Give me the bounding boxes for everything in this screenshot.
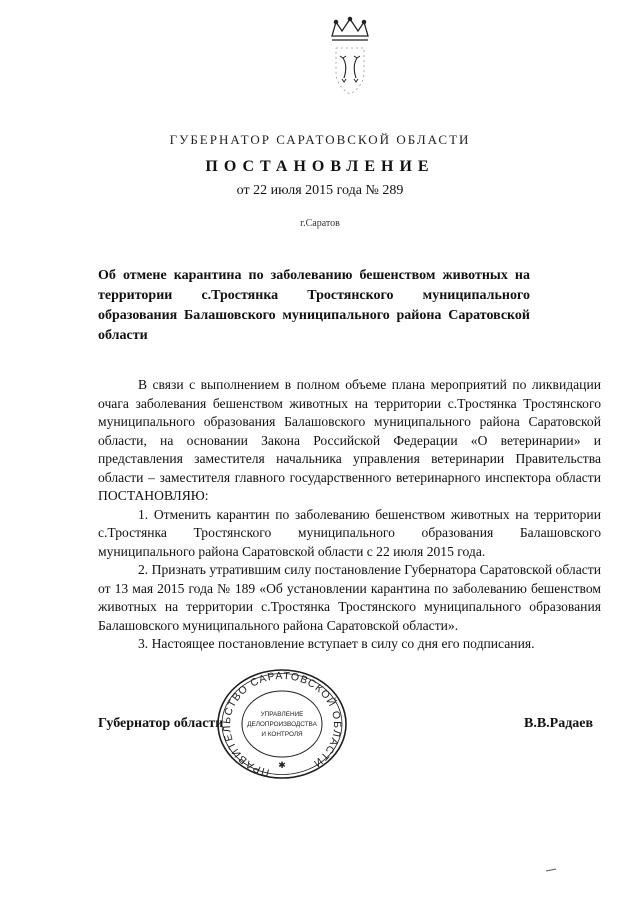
document-heading: Об отмене карантина по заболеванию бешенством животных на территории с.Тростянка Тростянского муниципального образования Балашовского муниципального района Саратовской области: [98, 268, 530, 343]
stamp-ring-text: ПРАВИТЕЛЬСТВО САРАТОВСКОЙ ОБЛАСТИ: [220, 669, 344, 779]
stamp-star-icon: ✱: [278, 760, 286, 770]
document-type: ПОСТАНОВЛЕНИЕ: [205, 158, 435, 175]
scan-mark: [546, 868, 558, 872]
stamp-center-line-3: И КОНТРОЛЯ: [261, 731, 303, 738]
governor-title: ГУБЕРНАТОР САРАТОВСКОЙ ОБЛАСТИ: [169, 132, 471, 147]
body-paragraph-item-1: 1. Отменить карантин по заболеванию бешенством животных на территории с.Тростянка Тростянского муниципального образования Балашовского муниципального района Саратовской области с 22 июля 2015 года.: [98, 506, 601, 559]
signer-title: Губернатор области: [98, 716, 224, 731]
body-paragraph-preamble: В связи с выполнением в полном объеме плана мероприятий по ликвидации очага заболевания бешенством животных на территории с.Тростянка Тростянского муниципального образования Балашовского муниципального района Саратовской области, на основании Закона Российской Федерации «О ветеринарии» и представления заместителя начальника управления ветеринарии Правительства области – заместителя главного государственного ветеринарного инспектора области ПОСТАНОВЛЯЮ:: [98, 377, 601, 503]
stamp-center-line-1: УПРАВЛЕНИЕ: [260, 711, 304, 718]
body-paragraph-item-2: 2. Признать утратившим силу постановление Губернатора Саратовской области от 13 мая 2015 года № 189 «Об установлении карантина по заболеванию бешенством животных на территории с.Тростянка Тростянского муниципального образования Балашовского муниципального района Саратовской области».: [98, 562, 601, 633]
document-body: [98, 376, 601, 654]
document-date: от 22 июля 2015 года № 289: [236, 183, 404, 198]
stamp-center-line-2: ДЕЛОПРОИЗВОДСТВА: [247, 721, 317, 728]
signer-name: В.В.Радаев: [524, 716, 594, 731]
document-city: г.Саратов: [300, 218, 340, 229]
saratov-coat-of-arms-icon: [318, 16, 382, 100]
official-stamp: [214, 667, 350, 781]
body-paragraph-item-3: 3. Настоящее постановление вступает в силу со дня его подписания.: [138, 636, 535, 651]
